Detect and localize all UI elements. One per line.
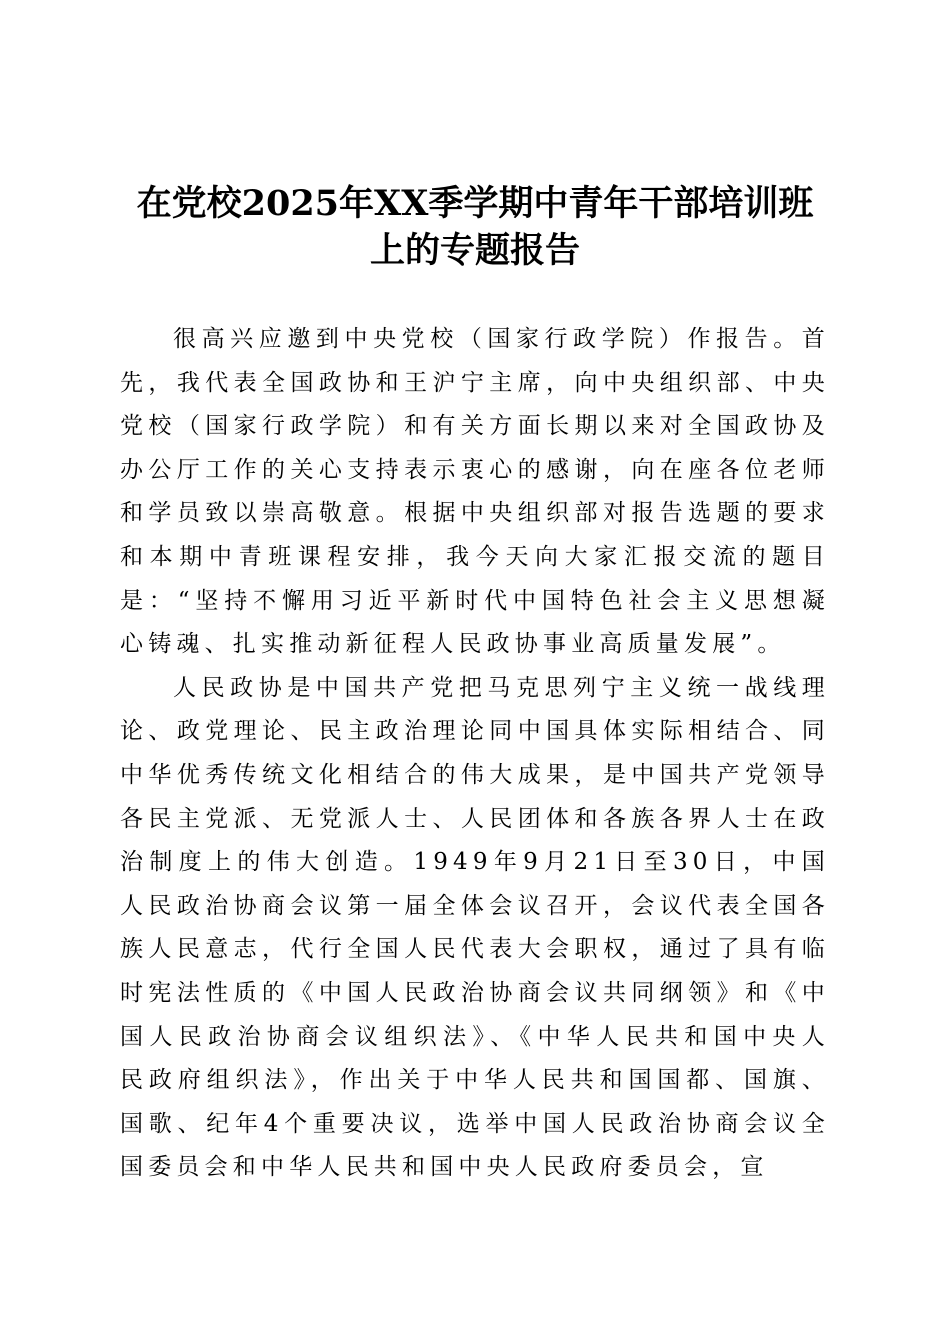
page-title: [110, 180, 840, 274]
title-line-1: 在党校2025年XX季学期中青年干部培训班: [136, 183, 814, 224]
paragraph-1: 很高兴应邀到中央党校（国家行政学院）作报告。首先，我代表全国政协和王沪宁主席，向中央组织部、中央党校（国家行政学院）和有关方面长期以来对全国政协及办公厅工作的关心支持表示衷心的感谢，向在座各位老师和学员致以崇高敬意。根据中央组织部对报告选题的要求和本期中青班课程安排，我今天向大家汇报交流的题目是：“坚持不懈用习近平新时代中国特色社会主义思想凝心铸魂、扎实推动新征程人民政协事业高质量发展”。: [120, 326, 830, 658]
document-body: [120, 318, 830, 1190]
paragraph-2: 人民政协是中国共产党把马克思列宁主义统一战线理论、政党理论、民主政治理论同中国具体实际相结合、同中华优秀传统文化相结合的伟大成果，是中国共产党领导各民主党派、无党派人士、人民团体和各族各界人士在政治制度上的伟大创造。1949年9月21日至30日，中国人民政治协商会议第一届全体会议召开，会议代表全国各族人民意志，代行全国人民代表大会职权，通过了具有临时宪法性质的《中国人民政治协商会议共同纲领》和《中国人民政治协商会议组织法》、《中华人民共和国中央人民政府组织法》，作出关于中华人民共和国国都、国旗、国歌、纪年4个重要决议，选举中国人民政治协商会议全国委员会和中华人民共和国中央人民政府委员会，宣: [120, 674, 830, 1181]
title-line-2: 上的专题报告: [369, 230, 580, 271]
